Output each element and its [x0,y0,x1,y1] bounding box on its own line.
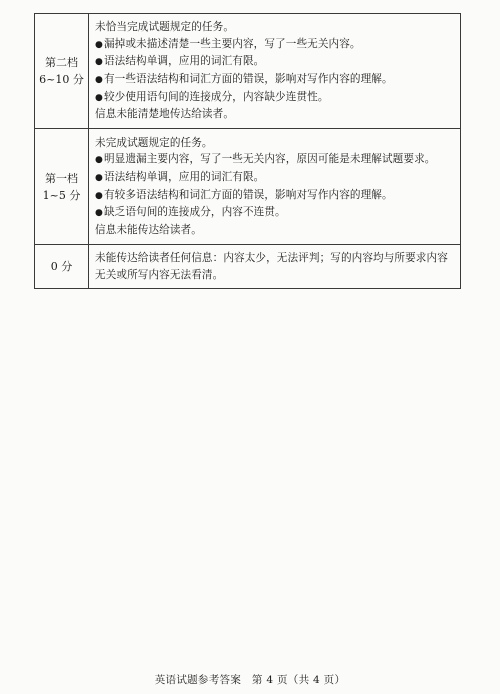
scoring-rubric-table [34,13,461,289]
description-line: ●缺乏语句间的连接成分，内容不连贯。 [95,204,455,222]
bullet-icon: ● [95,57,103,68]
description-line: ●语法结构单调，应用的词汇有限。 [95,53,455,71]
level-name: 第一档 [45,171,78,185]
level-cell [35,14,89,129]
bullet-icon: ● [95,172,103,183]
description-cell [89,129,461,245]
description-line: 未能传达给读者任何信息：内容太少，无法评判；写的内容均与所要求内容无关或所写内容无法看清。 [95,251,448,281]
bullet-icon: ● [95,92,103,103]
description-cell [89,14,461,129]
bullet-icon: ● [95,208,103,219]
bullet-icon: ● [95,190,103,201]
description-line: 信息未能传达给读者。 [95,223,202,236]
bullet-icon: ● [95,155,103,166]
description-line: ●语法结构单调，应用的词汇有限。 [95,169,455,187]
description-line: 未恰当完成试题规定的任务。 [95,21,235,34]
bullet-icon: ● [95,75,103,85]
description-line: ●明显遗漏主要内容，写了一些无关内容，原因可能是未理解试题要求。 [95,151,455,169]
description-line: 未完成试题规定的任务。 [95,136,213,149]
page-footer: 英语试题参考答案 第 4 页（共 4 页） [154,674,346,686]
bullet-icon: ● [95,39,103,50]
level-cell [35,129,89,245]
level-score: 1~5 分 [42,188,81,202]
description-line: ●有一些语法结构和词汇方面的错误，影响对写作内容的理解。 [95,71,455,89]
level-cell [35,245,89,289]
description-line: 信息未能清楚地传达给读者。 [95,108,235,121]
level-name: 第二档 [45,56,78,69]
level-score: 6~10 分 [39,73,84,86]
rubric-row-level-2 [35,14,461,129]
description-line: ●漏掉或未描述清楚一些主要内容，写了一些无关内容。 [95,36,455,54]
description-cell [89,245,461,289]
description-line: ●较少使用语句间的连接成分，内容缺少连贯性。 [95,89,455,107]
rubric-row-level-0 [35,245,461,289]
description-line: ●有较多语法结构和词汇方面的错误，影响对写作内容的理解。 [95,187,455,205]
level-score: 0 分 [50,260,73,273]
rubric-row-level-1 [35,129,461,245]
